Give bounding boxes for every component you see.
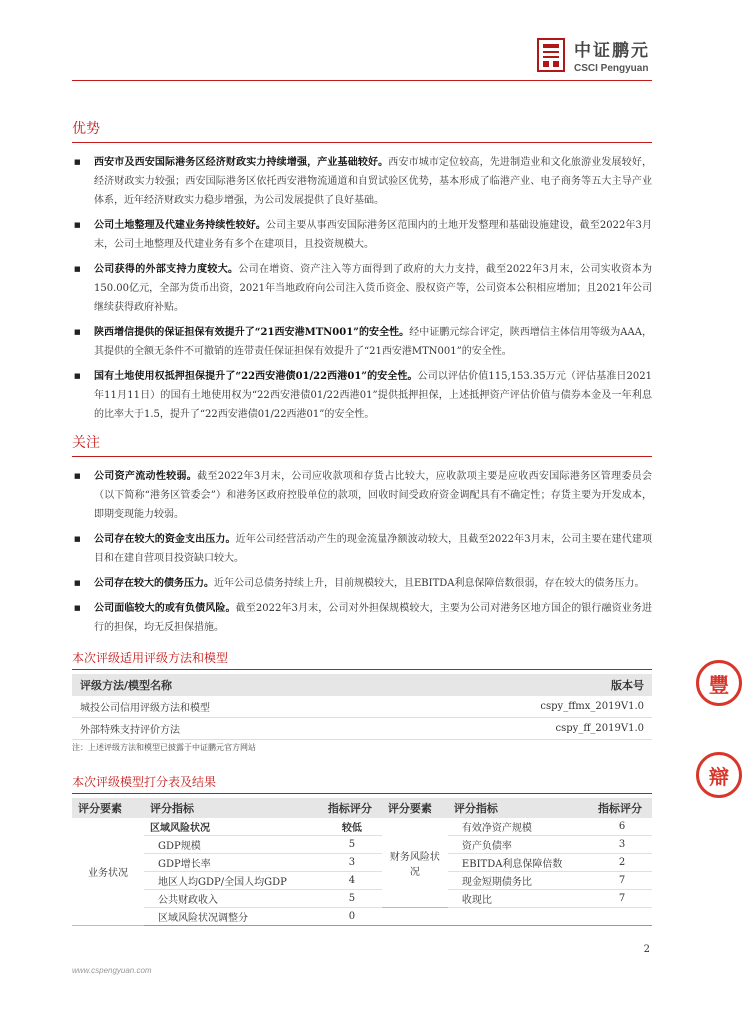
table-cell: [448, 908, 592, 926]
table-cell: 有效净资产规模: [448, 818, 592, 836]
seal-stamp-icon: 辯: [696, 752, 742, 798]
table-cell: 区域风险状况: [144, 818, 322, 836]
list-item: ■ 公司面临较大的或有负债风险。截至2022年3月末，公司对外担保规模较大，主要为公司对港务区地方国企的银行融资业务进行的担保，均无反担保措施。: [72, 599, 652, 637]
scores-table: [72, 798, 652, 926]
table-cell: 较低: [322, 818, 382, 836]
list-item: ■ 公司土地整理及代建业务持续性较好。公司主要从事西安国际港务区范围内的土地开发整理和基础设施建设，截至2022年3月末，公司土地整理及代建业务有多个在建项目，且投资规模大。: [72, 216, 652, 254]
table-row: [72, 872, 652, 890]
methods-table: [72, 674, 652, 740]
table-cell: 地区人均GDP/全国人均GDP: [144, 872, 322, 890]
page-number: 2: [643, 944, 650, 955]
table-cell: 6: [592, 818, 652, 836]
table-cell: 公共财政收入: [144, 890, 322, 908]
column-header: 版本号: [391, 674, 652, 696]
table-row: [72, 836, 652, 854]
methods-note: 注：上述评级方法和模型已披露于中证鹏元官方网站: [72, 743, 256, 752]
column-header: 评级方法/模型名称: [72, 674, 391, 696]
header: [536, 36, 650, 74]
concerns-title: 关注: [72, 432, 652, 457]
footer-url[interactable]: www.cspengyuan.com: [72, 966, 152, 975]
list-item: ■ 国有土地使用权抵押担保提升了“22西安港债01/22西港01”的安全性。公司以评估价值115,153.35万元（评估基准日2021年11月11日）的国有土地使用权为“22西安港债01/22西港01”提供抵押担保，上述抵押资产评估价值与债券本金及一年利息的比率大于1.5，提升了“22西安港债01/22西港01”的安全性。: [72, 367, 652, 424]
list-item: ■ 公司存在较大的资金支出压力。近年公司经营活动产生的现金流量净额波动较大，且截至2022年3月末，公司主要在建代建项目和在建自营项目投资缺口较大。: [72, 530, 652, 568]
brand-name-en: CSCI Pengyuan: [574, 63, 649, 74]
table-cell: 资产负债率: [448, 836, 592, 854]
table-cell: 2: [592, 854, 652, 872]
list-item: ■ 陕西增信提供的保证担保有效提升了“21西安港MTN001”的安全性。经中证鹏元综合评定，陕西增信主体信用等级为AAA，其提供的全额无条件不可撤销的连带责任保证担保有效提升了“21西安港MTN001”的安全性。: [72, 323, 652, 361]
table-cell: cspy_ff_2019V1.0: [391, 718, 652, 740]
strengths-list: [72, 153, 652, 424]
table-row: [72, 718, 652, 740]
table-row: [72, 696, 652, 718]
brand-name-cn: 中证鹏元: [574, 41, 650, 61]
concerns-list: [72, 467, 652, 637]
column-header: 评分要素: [382, 798, 448, 818]
table-cell: 5: [322, 890, 382, 908]
list-item: ■ 公司存在较大的债务压力。近年公司总债务持续上升，目前规模较大，且EBITDA利息保障倍数很弱，存在较大的债务压力。: [72, 574, 652, 593]
table-cell: cspy_ffmx_2019V1.0: [391, 696, 652, 718]
table-row: [72, 818, 652, 836]
table-cell: 区域风险状况调整分: [144, 908, 322, 926]
table-cell: 7: [592, 890, 652, 908]
table-cell: 0: [322, 908, 382, 926]
table-cell: 收现比: [448, 890, 592, 908]
header-divider: [72, 80, 652, 81]
column-header: 评分要素: [72, 798, 144, 818]
table-cell: [592, 908, 652, 926]
table-cell: 城投公司信用评级方法和模型: [72, 696, 391, 718]
methods-table-title: 本次评级适用评级方法和模型: [72, 649, 652, 670]
column-header: 指标评分: [322, 798, 382, 818]
list-item: ■ 西安市及西安国际港务区经济财政实力持续增强，产业基础较好。西安市城市定位较高，先进制造业和文化旅游业发展较好，经济财政实力较强；西安国际港务区依托西安港物流通道和自贸试验区优势，基本形成了临港产业、电子商务等五大主导产业体系，近年经济财政实力稳步增强，为公司发展提供了良好基础。: [72, 153, 652, 210]
table-cell: [382, 908, 448, 926]
table-cell: GDP规模: [144, 836, 322, 854]
column-header: 指标评分: [592, 798, 652, 818]
scores-table-title: 本次评级模型打分表及结果: [72, 773, 652, 794]
table-cell: 现金短期债务比: [448, 872, 592, 890]
group-label-business: 业务状况: [72, 818, 144, 926]
table-row: [72, 890, 652, 908]
strengths-title: 优势: [72, 118, 652, 143]
column-header: 评分指标: [448, 798, 592, 818]
list-item: ■ 公司资产流动性较弱。截至2022年3月末，公司应收款项和存货占比较大，应收款项主要是应收西安国际港务区管理委员会（以下简称“港务区管委会”）和港务区政府控股单位的款项，回收时间受政府资金调配具有不确定性；存货主要为开发成本，即期变现能力较弱。: [72, 467, 652, 524]
group-label-financial: 财务风险状况: [382, 818, 448, 908]
seal-stamp-icon: 豐: [696, 660, 742, 706]
table-cell: 7: [592, 872, 652, 890]
column-header: 评分指标: [144, 798, 322, 818]
table-cell: 外部特殊支持评价方法: [72, 718, 391, 740]
table-cell: 4: [322, 872, 382, 890]
table-cell: 3: [592, 836, 652, 854]
table-row: [72, 854, 652, 872]
main-content: [72, 118, 652, 926]
table-cell: GDP增长率: [144, 854, 322, 872]
brand-text: [574, 36, 650, 74]
table-cell: 3: [322, 854, 382, 872]
table-cell: 5: [322, 836, 382, 854]
table-row: [72, 908, 652, 926]
brand-logo-icon: [536, 37, 566, 73]
list-item: ■ 公司获得的外部支持力度较大。公司在增资、资产注入等方面得到了政府的大力支持，截至2022年3月末，公司实收资本为150.00亿元，全部为货币出资，2021年当地政府向公司注入货币资金、股权资产等，公司资本公积相应增加；且2021年公司继续获得政府补贴。: [72, 260, 652, 317]
table-cell: EBITDA利息保障倍数: [448, 854, 592, 872]
